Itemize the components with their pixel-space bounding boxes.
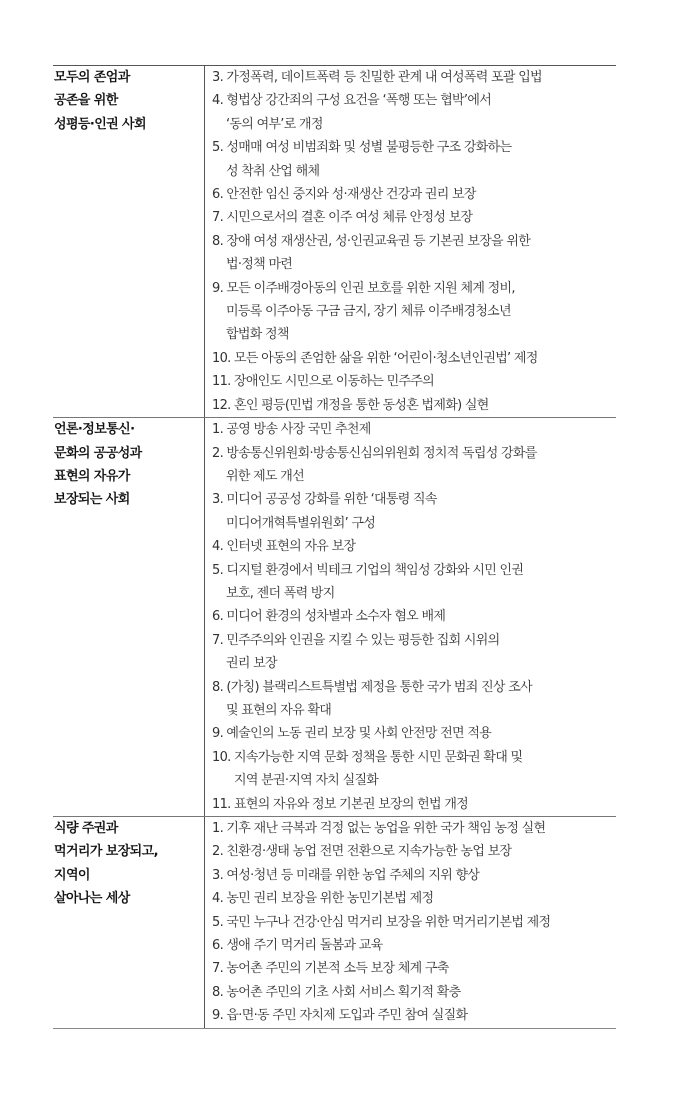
policy-item	[212, 66, 616, 89]
policy-item	[212, 981, 616, 1004]
category-label-line: 표현의 자유가	[54, 468, 130, 484]
items-cell	[205, 817, 617, 1029]
policy-item	[212, 206, 616, 229]
policy-item-text: 12. 혼인 평등(민법 개정을 통한 동성혼 법제화) 실현	[212, 397, 489, 413]
section-row	[53, 66, 616, 418]
policy-item	[212, 817, 616, 840]
policy-item	[212, 746, 616, 793]
policy-item-text: 7. 민주주의와 인권을 지킬 수 있는 평등한 집회 시위의	[212, 632, 500, 648]
category-label-line: 언론·정보통신·	[54, 422, 135, 438]
policy-item	[212, 230, 616, 277]
category-cell	[53, 817, 205, 1029]
policy-item	[212, 418, 616, 441]
category-label-line: 공존을 위한	[54, 93, 118, 109]
policy-item-continuation: 성 착취 산업 해체	[226, 163, 320, 179]
policy-item-text: 4. 농민 권리 보장을 위한 농민기본법 제정	[212, 891, 434, 907]
category-label-line: 모두의 존엄과	[54, 70, 130, 85]
policy-item	[212, 887, 616, 910]
policy-item	[212, 722, 616, 745]
items-cell	[205, 418, 617, 817]
policy-item-text: 2. 방송통신위원회·방송통신심의위원회 정치적 독립성 강화를	[212, 445, 537, 461]
policy-item-text: 3. 미디어 공공성 강화를 위한 ‘대통령 직속	[212, 492, 437, 508]
category-label-line: 식량 주권과	[54, 821, 118, 836]
policy-item	[212, 488, 616, 535]
policy-item-text: 5. 디지털 환경에서 빅테크 기업의 책임성 강화와 시민 인권	[212, 562, 524, 578]
category-cell	[53, 66, 205, 418]
policy-table	[53, 65, 616, 1029]
policy-item-continuation: 보호, 젠더 폭력 방지	[226, 585, 335, 601]
policy-item-text: 7. 시민으로서의 결혼 이주 여성 체류 안정성 보장	[212, 210, 473, 226]
policy-item	[212, 1004, 616, 1027]
policy-item-text: 9. 읍·면·동 주민 자치제 도입과 주민 참여 실질화	[212, 1008, 468, 1024]
policy-item	[212, 183, 616, 206]
policy-item	[212, 957, 616, 980]
policy-item	[212, 559, 616, 606]
policy-item-text: 8. 장애 여성 재생산권, 성·인권교육권 등 기본권 보장을 위한	[212, 233, 531, 249]
policy-item	[212, 277, 616, 347]
category-label-line: 문화의 공공성과	[54, 445, 142, 461]
policy-item-text: 7. 농어촌 주민의 기본적 소득 보장 체계 구축	[212, 961, 449, 977]
policy-item	[212, 911, 616, 934]
policy-item-text: 10. 모든 아동의 존엄한 삶을 위한 ‘어린이·청소년인권법’ 제정	[212, 350, 538, 366]
policy-item-text: 3. 여성·청년 등 미래를 위한 농업 주체의 지위 향상	[212, 867, 480, 883]
category-label-line: 살아나는 세상	[54, 891, 130, 907]
policy-item-text: 4. 형법상 강간죄의 구성 요건을 ‘폭행 또는 협박’에서	[212, 93, 492, 109]
policy-item-text: 10. 지속가능한 지역 문화 정책을 통한 시민 문화권 확대 및	[212, 749, 523, 765]
policy-item	[212, 535, 616, 558]
policy-item	[212, 347, 616, 370]
policy-item-text: 1. 기후 재난 극복과 걱정 없는 농업을 위한 국가 책임 농정 실현	[212, 821, 546, 836]
policy-item	[212, 864, 616, 887]
policy-item-continuation: 미디어개혁특별위원회’ 구성	[226, 515, 376, 531]
policy-item-text: 5. 국민 누구나 건강·안심 먹거리 보장을 위한 먹거리기본법 제정	[212, 914, 551, 930]
policy-item-continuation: 권리 보장	[226, 656, 277, 672]
policy-item-text: 6. 미디어 환경의 성차별과 소수자 혐오 배제	[212, 609, 446, 625]
policy-item	[212, 793, 616, 816]
policy-item-text: 4. 인터넷 표현의 자유 보장	[212, 539, 356, 555]
policy-item-continuation: 및 표현의 자유 확대	[226, 702, 332, 718]
policy-item	[212, 394, 616, 417]
policy-item-continuation: 위한 제도 개선	[226, 468, 305, 484]
policy-item-text: 11. 장애인도 시민으로 이동하는 민주주의	[212, 374, 435, 390]
policy-item-text: 6. 생애 주기 먹거리 돌봄과 교육	[212, 938, 383, 954]
policy-item-text: 5. 성매매 여성 비범죄화 및 성별 불평등한 구조 강화하는	[212, 140, 512, 156]
category-cell	[53, 418, 205, 817]
section-row	[53, 418, 616, 817]
policy-item-text: 11. 표현의 자유와 정보 기본권 보장의 헌법 개정	[212, 796, 469, 812]
policy-item	[212, 370, 616, 393]
policy-item	[212, 629, 616, 676]
policy-item-text: 2. 친환경·생태 농업 전면 전환으로 지속가능한 농업 보장	[212, 844, 512, 860]
policy-item-continuation: 미등록 이주아동 구금 금지, 장기 체류 이주배경청소년	[226, 304, 511, 320]
category-label-line: 성평등·인권 사회	[54, 116, 146, 132]
category-label-line: 지역이	[54, 867, 90, 883]
policy-item	[212, 442, 616, 489]
policy-item	[212, 136, 616, 183]
policy-item-text: 9. 모든 이주배경아동의 인권 보호를 위한 지원 체계 정비,	[212, 280, 515, 296]
policy-item-continuation: 법·정책 마련	[226, 257, 293, 273]
policy-item	[212, 840, 616, 863]
section-row	[53, 817, 616, 1029]
policy-item-continuation: 지역 분권·지역 자치 실질화	[234, 773, 379, 789]
policy-item-text: 6. 안전한 임신 중지와 성·재생산 건강과 권리 보장	[212, 187, 476, 203]
items-cell	[205, 66, 617, 418]
category-label-line: 보장되는 사회	[54, 492, 130, 508]
policy-item	[212, 934, 616, 957]
policy-item	[212, 605, 616, 628]
policy-item-continuation: 합법화 정책	[226, 327, 289, 343]
policy-item-text: 9. 예술인의 노동 권리 보장 및 사회 안전망 전면 적용	[212, 726, 492, 742]
policy-item-text: 3. 가정폭력, 데이트폭력 등 친밀한 관계 내 여성폭력 포괄 입법	[212, 70, 542, 85]
policy-item-text: 1. 공영 방송 사장 국민 추천제	[212, 422, 371, 438]
policy-item	[212, 89, 616, 136]
category-label-line: 먹거리가 보장되고,	[54, 844, 158, 860]
policy-item-text: 8. (가칭) 블랙리스트특별법 제정을 통한 국가 범죄 진상 조사	[212, 679, 532, 695]
policy-item	[212, 676, 616, 723]
policy-item-text: 8. 농어촌 주민의 기초 사회 서비스 획기적 확충	[212, 984, 461, 1000]
policy-item-continuation: ‘동의 여부’로 개정	[226, 116, 323, 132]
policy-table-body	[53, 66, 616, 1029]
